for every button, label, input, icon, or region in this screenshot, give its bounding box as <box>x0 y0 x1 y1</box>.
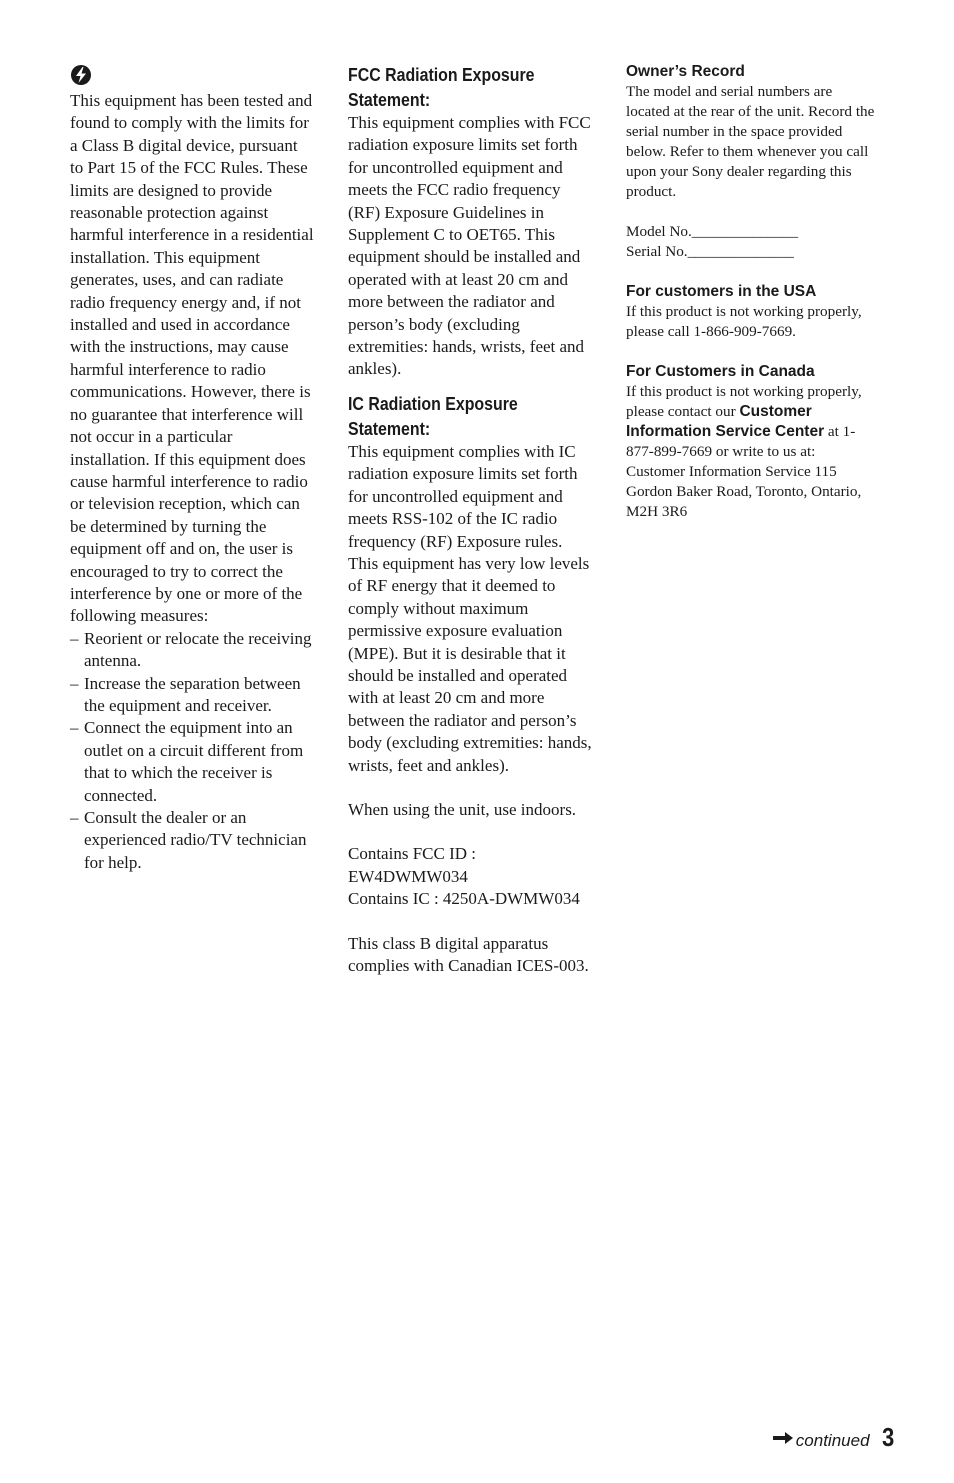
owners-record-heading: Owner’s Record <box>626 63 745 80</box>
usa-customers-heading: For customers in the USA <box>626 283 817 300</box>
model-number-line: Model No.______________ <box>626 223 799 240</box>
page-footer <box>772 1422 896 1453</box>
fcc-radiation-heading: FCC Radiation Exposure Statement: <box>348 64 535 110</box>
page-number: 3 <box>881 1422 894 1452</box>
canada-customers-text <box>626 382 876 522</box>
fcc-radiation-text: This equipment complies with FCC radiation exposure limits set forth for uncontrolled equipment and meets the FCC radio frequency (RF) Exposure Guidelines in Supplement C to OET65. This equipment should be installed and operated with at least 20 cm and more between the radiator and person’s body (excluding extremities: hands, wrists, feet and ankles). <box>348 113 591 379</box>
list-item: – Consult the dealer or an experienced radio/TV technician for help. <box>70 807 314 874</box>
customer-service-center-label: Customer Information Service Center <box>626 403 825 440</box>
canada-text-part-2: at 1-877-899-7669 or write to us at: Customer Information Service 115 Gordon Baker Road, Toronto, Ontario, M2H 3R6 <box>626 423 862 520</box>
ices-compliance-text: This class B digital apparatus complies with Canadian ICES-003. <box>348 933 589 975</box>
lightning-warning-icon <box>70 64 92 86</box>
usa-customers-text: If this product is not working properly, please call 1-866-909-7669. <box>626 303 862 340</box>
radiation-exposure-column <box>348 62 594 977</box>
fcc-id-text: Contains FCC ID : EW4DWMW034 <box>348 844 476 886</box>
canada-text-part-1: If this product is not working properly, please contact our <box>626 383 862 420</box>
ic-radiation-heading: IC Radiation Exposure Statement: <box>348 392 518 439</box>
ic-radiation-text: This equipment complies with IC radiation exposure limits set forth for uncontrolled equipment and meets RSS-102 of the IC radio frequency (RF) Exposure rules. This equipment has very low levels of RF energy that it deemed to comply without maximum permissive exposure evaluation (MPE). But it is desirable that it should be installed and operated with at least 20 cm and more between the radiator and person’s body (excluding extremities: hands, wrists, feet and ankles). <box>348 441 592 775</box>
serial-number-line: Serial No.______________ <box>626 243 794 260</box>
arrow-right-icon <box>772 1431 794 1445</box>
indoor-use-text: When using the unit, use indoors. <box>348 799 577 819</box>
owners-record-text: The model and serial numbers are located at the rear of the unit. Record the serial number in the space provided below. Refer to them whenever you call upon your Sony dealer regarding this product. <box>626 83 875 200</box>
ic-id-text: Contains IC : 4250A-DWMW034 <box>348 889 580 909</box>
fcc-notice-column <box>70 62 314 874</box>
interference-measures-list <box>70 628 314 874</box>
list-item: – Reorient or relocate the receiving antenna. <box>70 628 314 673</box>
list-item: – Increase the separation between the equipment and receiver. <box>70 673 314 718</box>
owner-info-column <box>626 62 876 522</box>
list-item: – Connect the equipment into an outlet on a circuit different from that to which the receiver is connected. <box>70 717 314 807</box>
canada-customers-heading: For Customers in Canada <box>626 363 815 380</box>
continued-label: continued <box>795 1431 870 1450</box>
fcc-intro-text: This equipment has been tested and found to comply with the limits for a Class B digital device, pursuant to Part 15 of the FCC Rules. These limits are designed to provide reasonable protection against harmful interference in a residential installation. This equipment generates, uses, and can radiate radio frequency energy and, if not installed and used in accordance with the instructions, may cause harmful interference to radio communications. However, there is no guarantee that interference will not occur in a particular installation. If this equipment does cause harmful interference to radio or television reception, which can be determined by turning the equipment off and on, the user is encouraged to try to correct the interference by one or more of the following measures: <box>70 91 314 626</box>
